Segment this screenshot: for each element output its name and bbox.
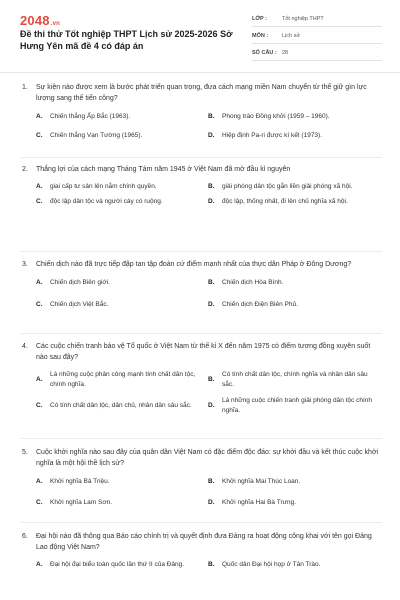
option-b[interactable] [208, 370, 380, 390]
option-text: Đại hội đại biểu toàn quốc lần thứ II của Đảng. [50, 561, 185, 568]
option-b[interactable] [208, 477, 380, 487]
option-text: Phong trào Đồng khởi (1959 – 1960). [222, 113, 330, 120]
exam-header [0, 0, 400, 70]
option-b[interactable] [208, 112, 380, 122]
header-divider [0, 72, 400, 73]
option-text: Quốc dân Đại hội họp ở Tân Trào. [222, 561, 321, 568]
question-text: Các cuộc chiến tranh bảo vệ Tổ quốc ở Việt Nam từ thế kỉ X đến năm 1975 có điểm tương đồng xuyên suốt nào sau đây? [36, 343, 371, 361]
option-text: Chiến dịch Điện Biên Phủ. [222, 301, 298, 308]
option-key: B. [208, 561, 215, 568]
question-number: 4. [22, 343, 28, 350]
option-text: Chiến dịch Hòa Bình. [222, 279, 284, 286]
option-text: giải phóng dân tộc gắn liền giải phóng xã hội. [222, 183, 353, 190]
question-text: Sự kiện nào được xem là bước phát triển quan trọng, đưa cách mạng miền Nam chuyển từ thế giữ gìn lực lượng sang thế tiến công? [36, 84, 367, 102]
option-a[interactable] [36, 182, 208, 192]
option-a[interactable] [36, 370, 208, 390]
question-text: Chiến dịch nào đã trực tiếp đập tan tập đoàn cứ điểm mạnh nhất của thực dân Pháp ở Đông Dương? [36, 261, 352, 268]
option-text: Khởi nghĩa Bà Triệu. [50, 478, 110, 485]
question-5 [22, 447, 382, 508]
logo-suffix: .vn [50, 21, 61, 27]
option-key: B. [208, 183, 215, 190]
question-stem [22, 531, 382, 553]
option-text: Khởi nghĩa Hai Bà Trưng. [222, 499, 297, 506]
question-stem [22, 447, 382, 469]
exam-title: Đề thi thử Tốt nghiệp THPT Lịch sử 2025-2026 Sở Hưng Yên mã đề 4 có đáp án [20, 29, 233, 51]
meta-label: MÔN : [252, 33, 269, 39]
options-list [36, 112, 382, 141]
option-key: A. [36, 376, 43, 383]
option-text: độc lập, thống nhất, đi lên chủ nghĩa xã hội. [222, 198, 348, 205]
option-a[interactable] [36, 477, 208, 487]
options-list [36, 370, 382, 416]
option-text: độc lập dân tộc và người cày có ruộng. [50, 198, 163, 205]
option-key: D. [208, 198, 215, 205]
option-a[interactable] [36, 112, 208, 122]
option-text: Có tính chất dân tộc, dân chủ, nhân dân sâu sắc. [50, 402, 192, 409]
options-list [36, 278, 382, 310]
option-key: C. [36, 499, 43, 506]
logo-text: 2048 [20, 13, 50, 28]
option-c[interactable] [36, 197, 208, 207]
option-key: C. [36, 402, 43, 409]
option-text: Hiệp định Pa-ri được kí kết (1973). [222, 132, 323, 139]
question-separator [20, 251, 382, 252]
question-stem [22, 259, 382, 270]
option-key: C. [36, 198, 43, 205]
option-text: giai cấp tư sản lên nắm chính quyền. [50, 183, 157, 190]
question-4 [22, 341, 382, 416]
meta-value: 28 [282, 50, 289, 56]
exam-meta [252, 12, 382, 63]
option-text: Chiến dịch Biên giới. [50, 279, 110, 286]
question-separator [20, 522, 382, 523]
option-a[interactable] [36, 560, 208, 570]
option-text: Là những cuộc phản công mạnh tính chất dân tộc, chính nghĩa. [50, 371, 196, 388]
options-list [36, 477, 382, 508]
option-key: C. [36, 132, 43, 139]
question-separator [20, 157, 382, 158]
option-text: Chiến thắng Ấp Bắc (1963). [50, 113, 131, 120]
question-3 [22, 259, 382, 310]
option-d[interactable] [208, 300, 380, 310]
option-d[interactable] [208, 498, 380, 508]
option-d[interactable] [208, 396, 380, 416]
meta-label: SỐ CÂU : [252, 50, 277, 56]
option-key: B. [208, 376, 215, 383]
question-number: 2. [22, 166, 28, 173]
option-key: D. [208, 132, 215, 139]
meta-label: LỚP : [252, 16, 267, 22]
option-key: B. [208, 279, 215, 286]
meta-value: Tốt nghiệp THPT [282, 16, 324, 22]
meta-subject-row [252, 29, 382, 44]
option-key: A. [36, 478, 43, 485]
option-key: D. [208, 499, 215, 506]
option-c[interactable] [36, 131, 208, 141]
option-text: Khởi nghĩa Lam Sơn. [50, 499, 113, 506]
option-text: Có tính chất dân tộc, chính nghĩa và nhân dân sâu sắc. [222, 371, 368, 388]
question-6 [22, 531, 382, 570]
option-d[interactable] [208, 131, 380, 141]
option-key: B. [208, 478, 215, 485]
option-b[interactable] [208, 278, 380, 288]
option-key: B. [208, 113, 215, 120]
option-d[interactable] [208, 197, 380, 207]
option-text: Khởi nghĩa Mai Thúc Loan. [222, 478, 301, 485]
question-text: Cuộc khởi nghĩa nào sau đây của quân dân Việt Nam có đặc điểm độc đáo: sự khởi đầu và kết thúc cuộc khởi nghĩa là một hội thề lịch sử? [36, 449, 379, 467]
option-c[interactable] [36, 396, 208, 416]
meta-count-row [252, 46, 382, 61]
question-text: Đại hội nào đã thông qua Báo cáo chính trị và quyết định đưa Đảng ra hoạt động công khai với tên gọi Đảng Lao động Việt Nam? [36, 533, 372, 551]
question-2 [22, 164, 382, 207]
option-b[interactable] [208, 182, 380, 192]
option-key: A. [36, 279, 43, 286]
question-number: 3. [22, 261, 28, 268]
question-stem [22, 164, 382, 175]
option-a[interactable] [36, 278, 208, 288]
question-number: 6. [22, 533, 28, 540]
option-b[interactable] [208, 560, 380, 570]
options-list [36, 182, 382, 207]
question-stem [22, 82, 382, 104]
meta-value: Lịch sử [282, 33, 301, 39]
option-key: A. [36, 113, 43, 120]
option-key: D. [208, 402, 215, 409]
options-list [36, 560, 382, 570]
option-c[interactable] [36, 300, 208, 310]
option-text: Là những cuộc chiến tranh giải phóng dân tộc chính nghĩa. [222, 397, 372, 414]
site-logo[interactable] [20, 13, 60, 28]
question-separator [20, 438, 382, 439]
question-number: 1. [22, 84, 28, 91]
question-separator [20, 333, 382, 334]
question-stem [22, 341, 382, 363]
question-text: Thắng lợi của cách mạng Tháng Tám năm 1945 ở Việt Nam đã mở đầu kỉ nguyên [36, 166, 291, 173]
question-1 [22, 82, 382, 141]
option-key: C. [36, 301, 43, 308]
option-c[interactable] [36, 498, 208, 508]
option-text: Chiến thắng Vạn Tường (1965). [50, 132, 143, 139]
question-number: 5. [22, 449, 28, 456]
option-key: D. [208, 301, 215, 308]
option-key: A. [36, 183, 43, 190]
option-text: Chiến dịch Việt Bắc. [50, 301, 109, 308]
option-key: A. [36, 561, 43, 568]
meta-class-row [252, 12, 382, 27]
